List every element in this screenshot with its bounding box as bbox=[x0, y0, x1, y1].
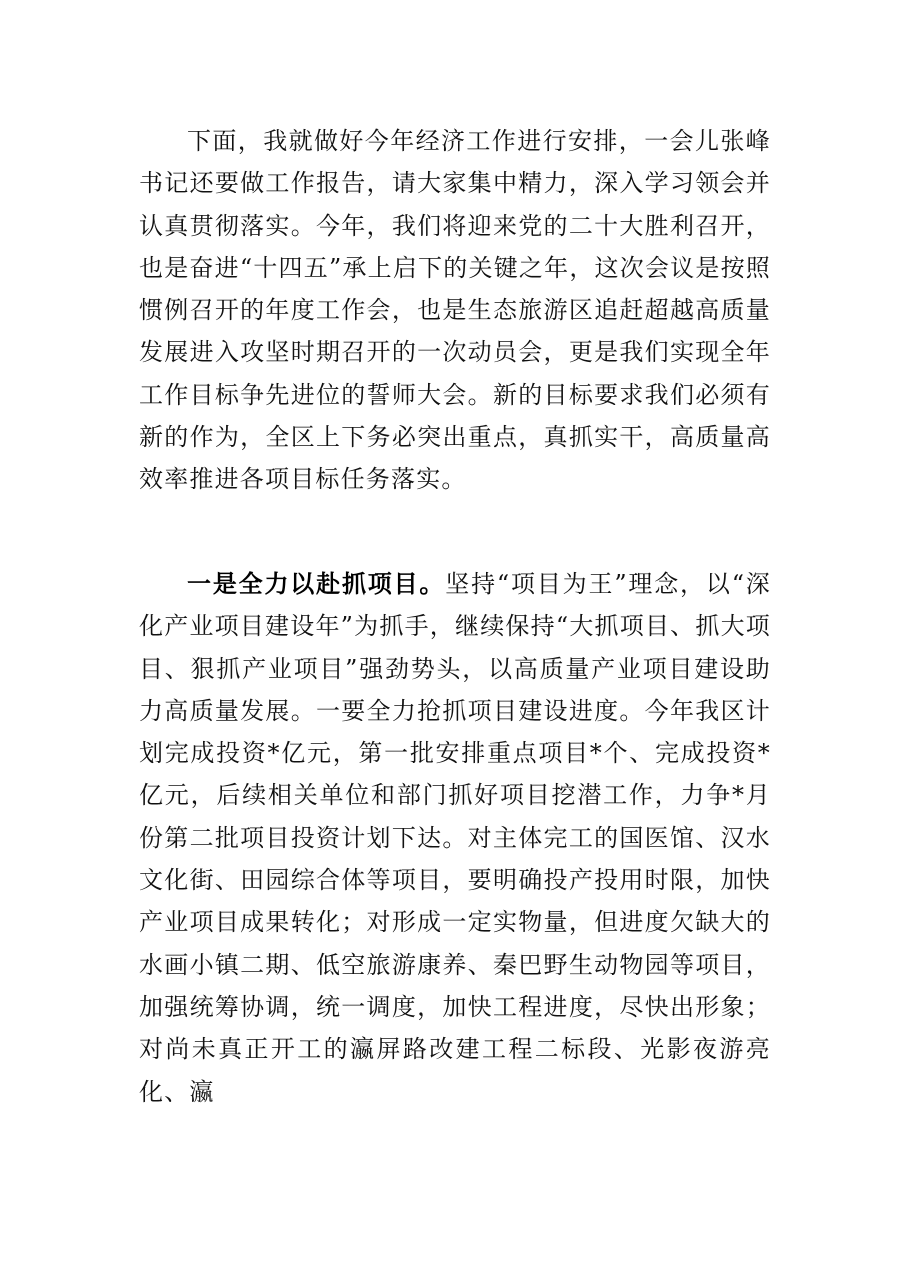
paragraph-projects-heading: 一是全力以赴抓项目。 bbox=[187, 569, 446, 598]
paragraph-projects-text: 坚持“项目为王”理念，以“深化产业项目建设年”为抓手，继续保持“大抓项目、抓大项目、狠抓产业项目”强劲势头，以高质量产业项目建设助力高质量发展。一要全力抢抓项目建设进度。今年我区计划完成投资*亿元，第一批安排重点项目*个、完成投资*亿元，后续相关单位和部门抓好项目挖潜工作，力争*月份第二批项目投资计划下达。对主体完工的国医馆、汉水文化街、田园综合体等项目，要明确投产投用时限，加快产业项目成果转化；对形成一定实物量，但进度欠缺大的水画小镇二期、低空旅游康养、秦巴野生动物园等项目，加强统筹协调，统一调度，加快工程进度，尽快出形象；对尚未真正开工的瀛屏路改建工程二标段、光影夜游亮化、瀛 bbox=[139, 570, 772, 1106]
paragraph-intro bbox=[139, 120, 771, 501]
paragraph-projects bbox=[139, 563, 771, 1113]
paragraph-intro-text: 下面，我就做好今年经济工作进行安排，一会儿张峰书记还要做工作报告，请大家集中精力，深入学习领会并认真贯彻落实。今年，我们将迎来党的二十大胜利召开，也是奋进“十四五”承上启下的关键之年，这次会议是按照惯例召开的年度工作会，也是生态旅游区追赶超越高质量发展进入攻坚时期召开的一次动员会，更是我们实现全年工作目标争先进位的誓师大会。新的目标要求我们必须有新的作为，全区上下务必突出重点，真抓实干，高质量高效率推进各项目标任务落实。 bbox=[139, 127, 771, 494]
